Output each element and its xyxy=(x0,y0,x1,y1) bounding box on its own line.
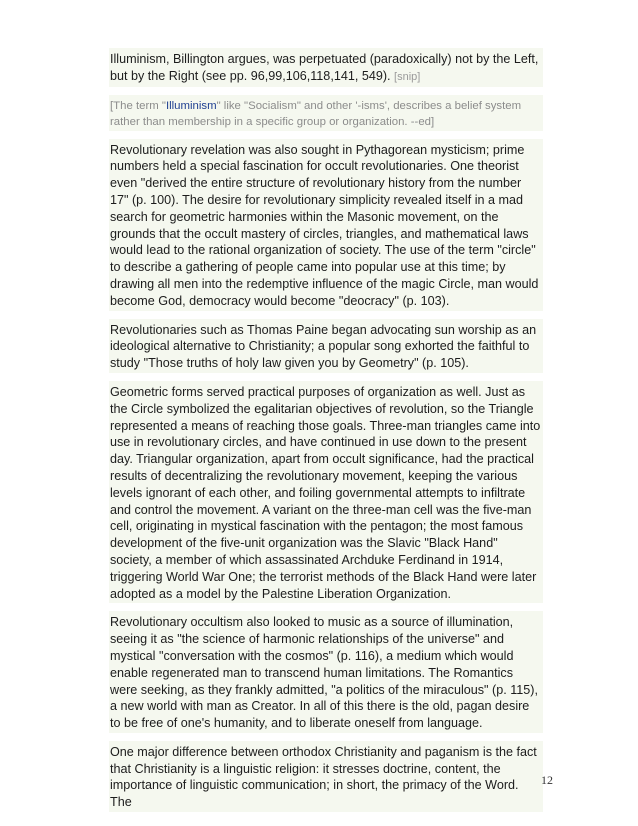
paragraph-music: Revolutionary occultism also looked to music as a source of illumination, seeing it as "the science of harmonic relationships of the universe" and mystical "conversation with the cosmos" (p. 116), a medium which would enable regenerated man to transcend human limitations. The Romantics were seeking, as they frankly admitted, "a politics of the miraculous" (p. 115), a new world with man as Creator. In all of this there is the old, pagan desire to be free of one's humanity, and to liberate oneself from language. xyxy=(109,611,543,733)
paragraph-pythagorean: Revolutionary revelation was also sought in Pythagorean mysticism; prime numbers held a special fascination for occult revolutionaries. One theorist even "derived the entire structure of revolutionary history from the number 17" (p. 100). The desire for revolutionary simplicity revealed itself in a mad search for geometric harmonies within the Masonic movement, on the grounds that the occult mastery of circles, triangles, and mathematical laws would lead to the rational organization of society. The use of the term "circle" to describe a gathering of people came into popular use at this time; by drawing all men into the redemptive influence of the magic Circle, man would become God, democracy would become "deocracy" (p. 103). xyxy=(109,139,543,311)
paragraph-linguistic-religion: One major difference between orthodox Christianity and paganism is the fact that Christianity is a linguistic religion: it stresses doctrine, content, the importance of linguistic communication; in short, the primacy of the Word. The xyxy=(109,741,543,812)
editor-note xyxy=(109,95,543,131)
paragraph-sun-worship: Revolutionaries such as Thomas Paine began advocating sun worship as an ideological alternative to Christianity; a popular song exhorted the faithful to study "Those truths of holy law given you by Geometry" (p. 105). xyxy=(109,319,543,373)
paragraph-geometric-forms: Geometric forms served practical purposes of organization as well. Just as the Circle symbolized the egalitarian objectives of revolution, so the Triangle represented a means of reaching those goals. Three-man triangles came into use in revolutionary circles, and have continued in use down to the present day. Triangular organization, apart from occult significance, had the practical results of decentralizing the revolutionary movement, keeping the various levels ignorant of each other, and foiling governmental attempts to infiltrate and control the movement. A variant on the three-man cell was the five-man cell, originating in mystical fascination with the pentagon; the most famous development of the five-unit organization was the Slavic "Black Hand" society, a member of which assassinated Archduke Ferdinand in 1914, triggering World War One; the terrorist methods of the Black Hand were later adopted as a model by the Palestine Liberation Organization. xyxy=(109,381,543,603)
document-body xyxy=(109,48,543,820)
paragraph-billington xyxy=(109,48,543,87)
illuminism-link[interactable]: Illuminism xyxy=(165,99,217,112)
note-text-after: " like "Socialism" and other '-isms', describes a belief system rather than membership in a specific group or organization. --ed] xyxy=(110,99,522,128)
snip-marker: [snip] xyxy=(394,70,421,83)
paragraph-text: Illuminism, Billington argues, was perpetuated (paradoxically) not by the Left, but by the Right (see pp. 96,99,106,118,141, 549). xyxy=(110,52,539,83)
page-number: 12 xyxy=(541,773,553,787)
note-text-before: [The term " xyxy=(110,99,166,112)
